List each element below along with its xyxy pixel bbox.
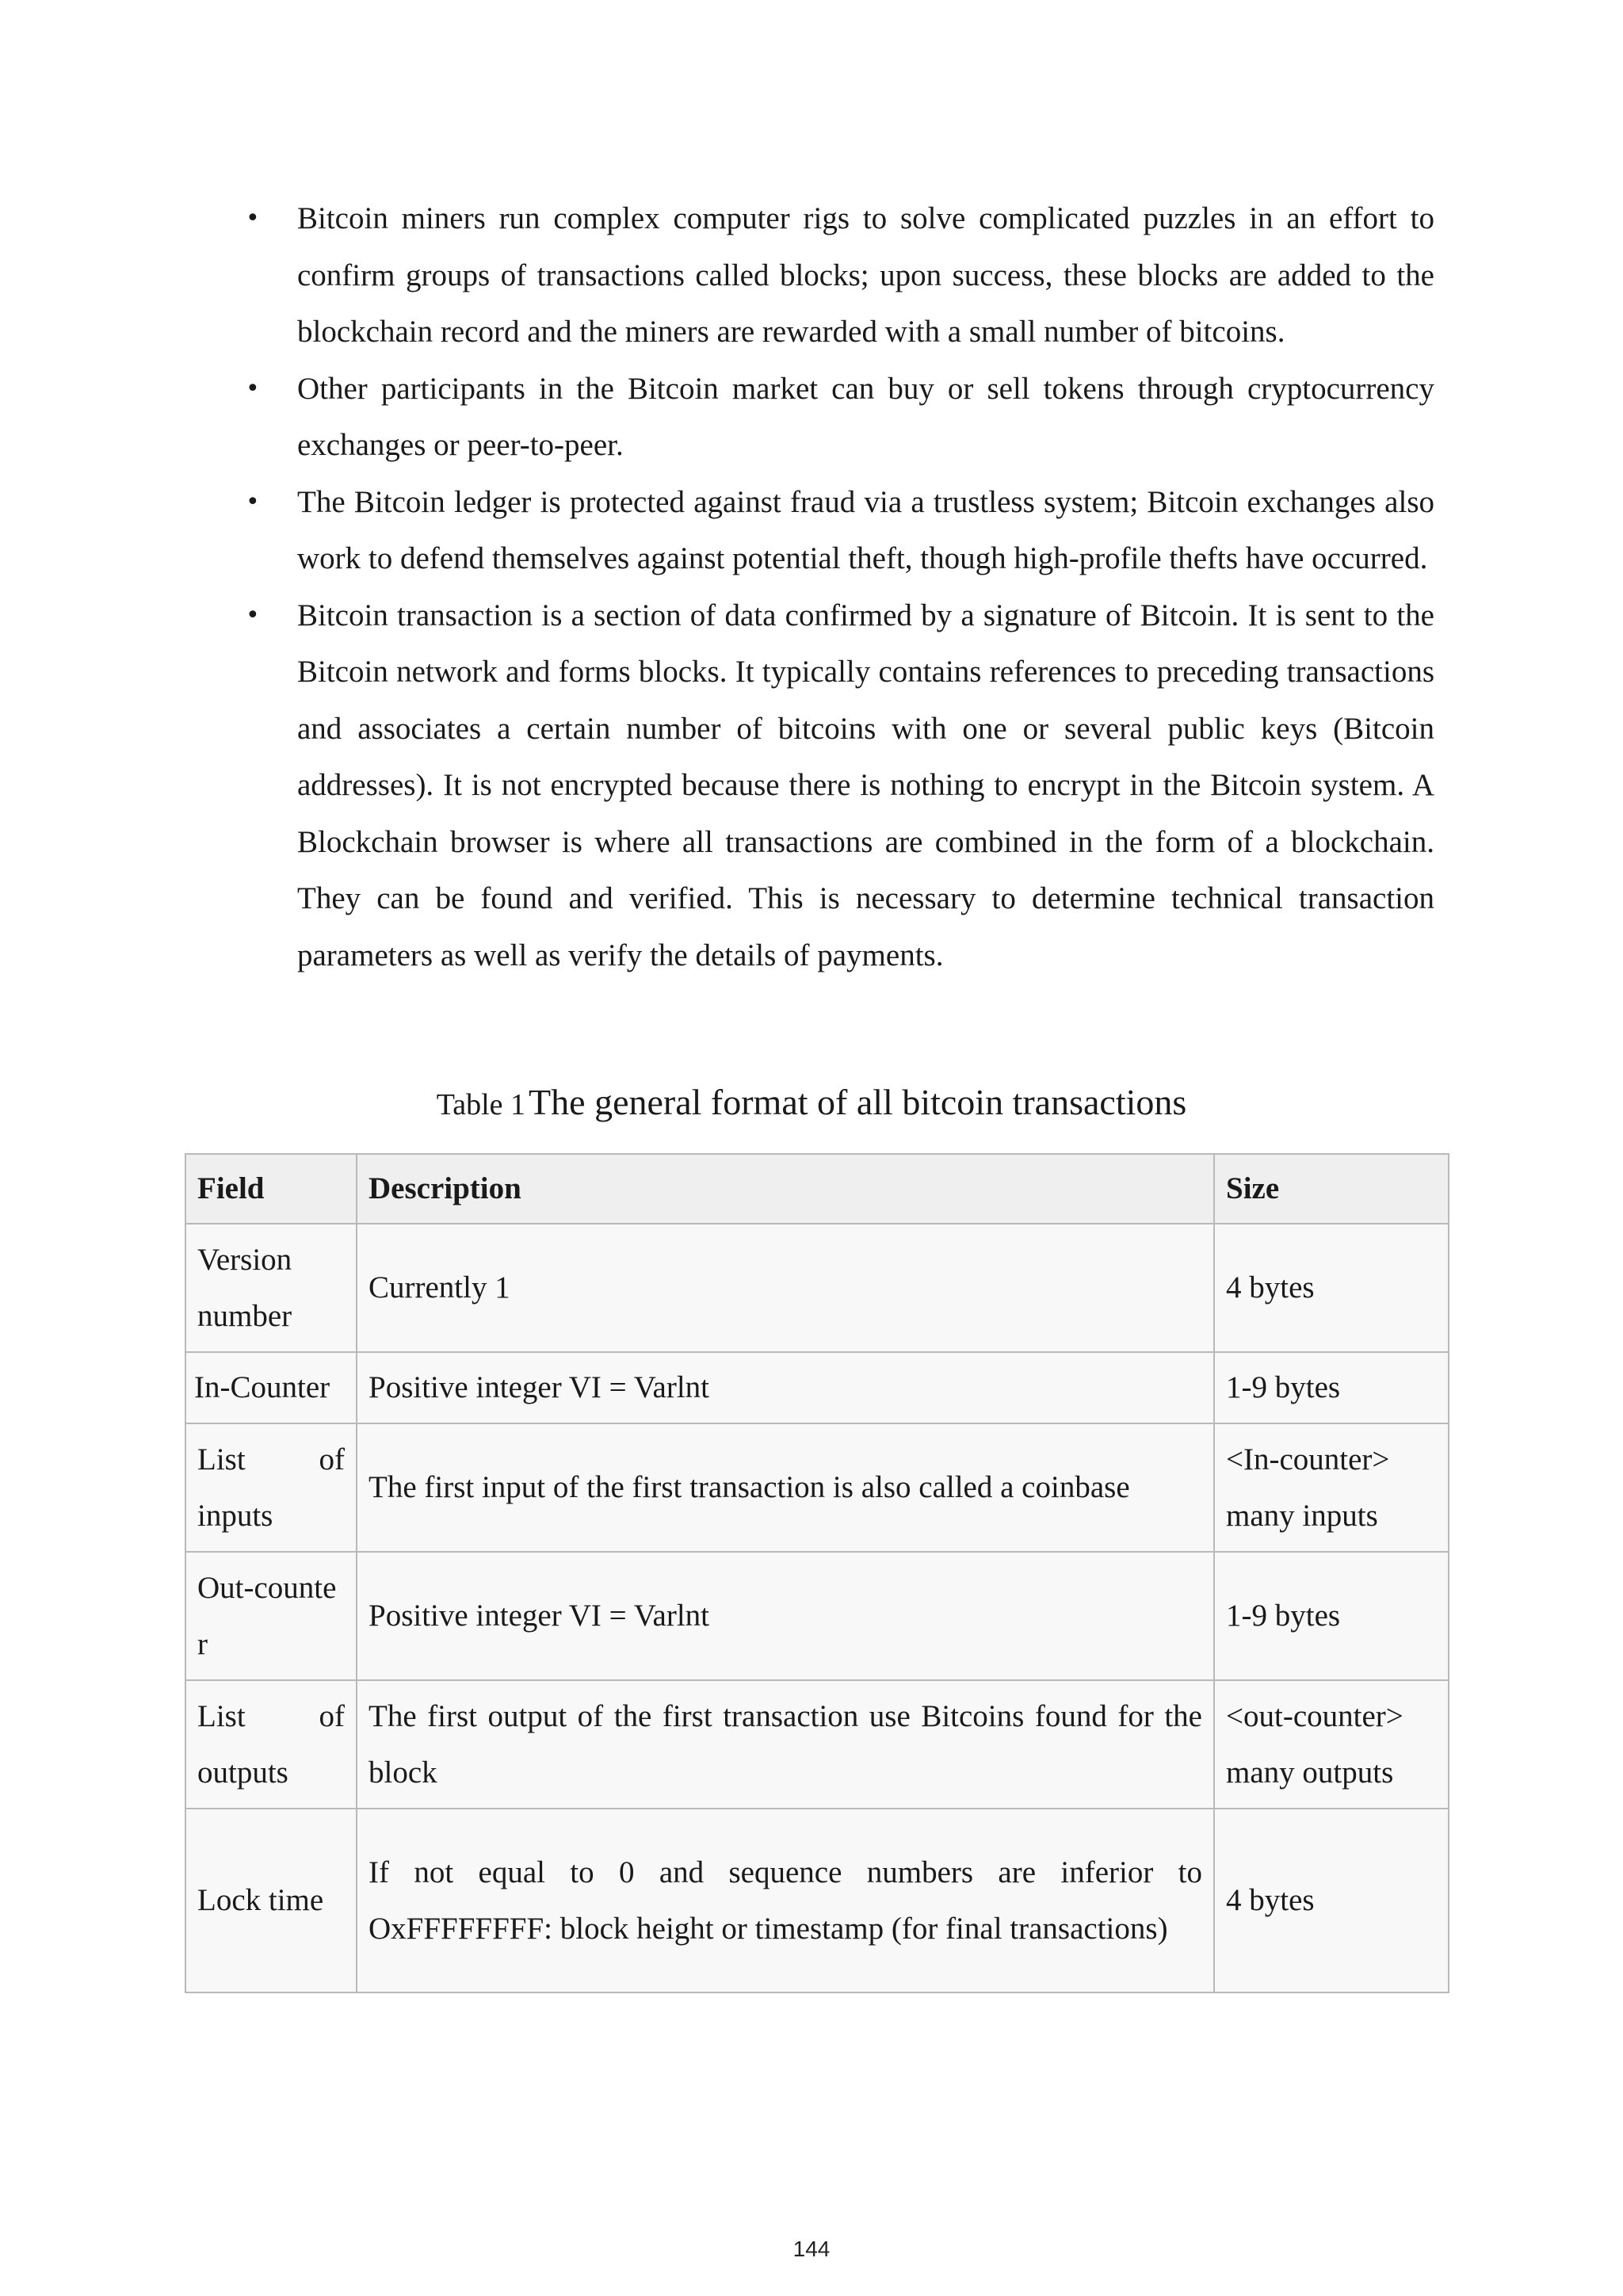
header-field: Field	[185, 1154, 357, 1224]
table-row	[185, 1680, 1449, 1809]
table-row	[185, 1552, 1449, 1680]
cell-field: List of inputs	[185, 1423, 357, 1552]
cell-description: The first output of the first transaction use Bitcoins found for the block	[357, 1680, 1214, 1809]
bullet-item: • Bitcoin transaction is a section of data confirmed by a signature of Bitcoin. It is sent to the Bitcoin network and forms blocks. It typically contains references to preceding transactions and associates a certain number of bitcoins with one or several public keys (Bitcoin addresses). It is not encrypted because there is nothing to encrypt in the Bitcoin system. A Blockchain browser is where all transactions are combined in the form of a blockchain. They can be found and verified. This is necessary to determine technical transaction parameters as well as verify the details of payments.	[238, 587, 1434, 984]
cell-description: If not equal to 0 and sequence numbers are inferior to OxFFFFFFFF: block height or timestamp (for final transactions)	[357, 1809, 1214, 1992]
bullet-item: • Other participants in the Bitcoin market can buy or sell tokens through cryptocurrency exchanges or peer-to-peer.	[238, 361, 1434, 474]
bullet-list	[238, 190, 1434, 984]
table-header-row	[185, 1154, 1449, 1224]
cell-size: 1-9 bytes	[1214, 1552, 1449, 1680]
transaction-format-table	[185, 1153, 1449, 1993]
cell-size: 4 bytes	[1214, 1224, 1449, 1352]
cell-size: <out-counter> many outputs	[1214, 1680, 1449, 1809]
bullet-item: • The Bitcoin ledger is protected against fraud via a trustless system; Bitcoin exchanges also work to defend themselves against potential theft, though high-profile thefts have occurred.	[238, 474, 1434, 587]
table-caption-label: Table 1	[436, 1088, 526, 1121]
table-row	[185, 1423, 1449, 1552]
cell-size: 1-9 bytes	[1214, 1352, 1449, 1423]
header-size: Size	[1214, 1154, 1449, 1224]
table-caption	[0, 1081, 1623, 1123]
header-description: Description	[357, 1154, 1214, 1224]
table-row	[185, 1809, 1449, 1992]
cell-field: Lock time	[185, 1809, 357, 1992]
cell-description: The first input of the first transaction is also called a coinbase	[357, 1423, 1214, 1552]
cell-field: In-Counter	[185, 1352, 357, 1423]
bullet-item: • Bitcoin miners run complex computer rigs to solve complicated puzzles in an effort to confirm groups of transactions called blocks; upon success, these blocks are added to the blockchain record and the miners are rewarded with a small number of bitcoins.	[238, 190, 1434, 361]
cell-description: Currently 1	[357, 1224, 1214, 1352]
page-number: 144	[792, 2237, 831, 2261]
table-row	[185, 1352, 1449, 1423]
table-row	[185, 1224, 1449, 1352]
cell-field: Out-counter	[185, 1552, 357, 1680]
cell-field: Version number	[185, 1224, 357, 1352]
cell-field: List of outputs	[185, 1680, 357, 1809]
cell-description: Positive integer VI = Varlnt	[357, 1552, 1214, 1680]
table-caption-title: The general format of all bitcoin transactions	[529, 1082, 1187, 1122]
cell-description: Positive integer VI = Varlnt	[357, 1352, 1214, 1423]
cell-size: <In-counter> many inputs	[1214, 1423, 1449, 1552]
cell-size: 4 bytes	[1214, 1809, 1449, 1992]
